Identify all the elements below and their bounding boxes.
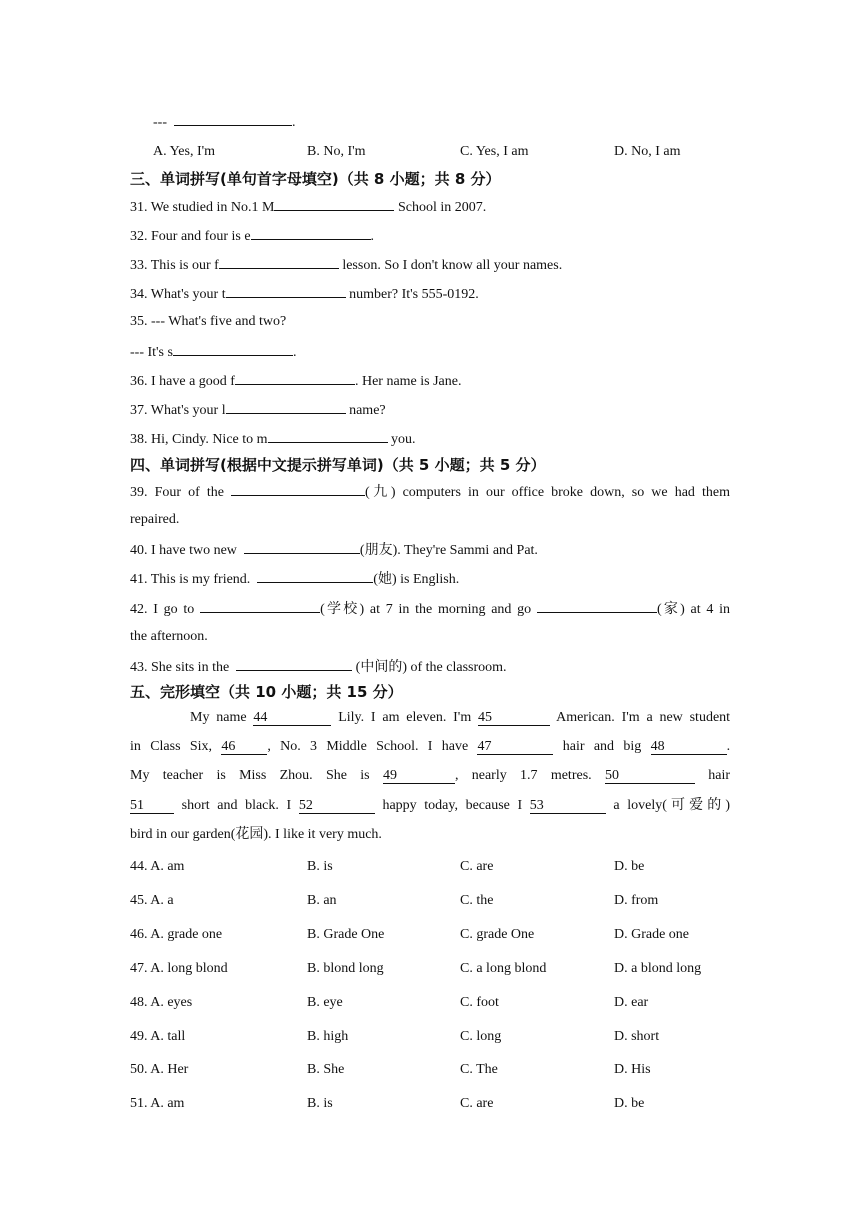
section-3-title: 三、单词拼写(单句首字母填空)（共 8 小题；共 8 分）	[130, 170, 501, 188]
blank-50[interactable]: 50	[605, 769, 695, 784]
question-41: 41. This is my friend. (她) is English.	[130, 569, 459, 589]
q45-option-d: D. from	[614, 893, 659, 908]
q30-answer-line: --- .	[153, 112, 296, 132]
q44-option-a: 44. A. am	[130, 859, 185, 874]
blank-47[interactable]: 47	[477, 740, 553, 755]
q49-option-d: D. short	[614, 1029, 660, 1044]
q48-option-b: B. eye	[307, 995, 343, 1010]
blank-45[interactable]: 45	[478, 711, 550, 726]
q44-option-b: B. is	[307, 859, 333, 874]
q50-option-b: B. She	[307, 1062, 345, 1077]
q47-option-b: B. blond long	[307, 961, 384, 976]
q46-option-c: C. grade One	[460, 927, 535, 942]
passage-line-1: My name 44 Lily. I am eleven. I'm 45 American. I'm a new student	[190, 710, 731, 725]
q48-option-d: D. ear	[614, 995, 649, 1010]
answer-blank[interactable]	[200, 599, 320, 613]
question-43: 43. She sits in the (中间的) of the classroom.	[130, 657, 507, 677]
answer-blank[interactable]	[231, 482, 365, 496]
q46-option-d: D. Grade one	[614, 927, 690, 942]
answer-blank[interactable]	[219, 255, 339, 269]
passage-line-2: in Class Six, 46 , No. 3 Middle School. I have 47 hair and big 48 .	[130, 739, 731, 754]
option-d: D. No, I am	[614, 144, 681, 159]
q51-option-b: B. is	[307, 1096, 333, 1111]
blank-53[interactable]: 53	[530, 799, 606, 814]
question-42-cont: the afternoon.	[130, 629, 208, 644]
answer-blank[interactable]	[236, 657, 352, 671]
option-b: B. No, I'm	[307, 144, 366, 159]
q51-option-a: 51. A. am	[130, 1096, 185, 1111]
question-42: 42. I go to (学校) at 7 in the morning and go (家) at 4 in	[130, 599, 730, 619]
answer-blank[interactable]	[257, 569, 373, 583]
answer-blank[interactable]	[173, 342, 293, 356]
option-a: A. Yes, I'm	[153, 144, 216, 159]
blank-51[interactable]: 51	[130, 799, 174, 814]
answer-blank[interactable]	[244, 540, 360, 554]
answer-blank[interactable]	[537, 599, 657, 613]
q47-option-a: 47. A. long blond	[130, 961, 228, 976]
q48-option-a: 48. A. eyes	[130, 995, 193, 1010]
question-39: 39. Four of the (九) computers in our office broke down, so we had them	[130, 482, 730, 502]
q51-option-c: C. are	[460, 1096, 494, 1111]
question-31: 31. We studied in No.1 M School in 2007.	[130, 197, 486, 217]
question-36: 36. I have a good f . Her name is Jane.	[130, 371, 462, 391]
answer-blank[interactable]	[226, 400, 346, 414]
answer-blank[interactable]	[174, 112, 292, 126]
q48-option-c: C. foot	[460, 995, 499, 1010]
blank-52[interactable]: 52	[299, 799, 375, 814]
question-32: 32. Four and four is e .	[130, 226, 374, 246]
q45-option-a: 45. A. a	[130, 893, 174, 908]
section-5-title: 五、完形填空（共 10 小题；共 15 分）	[130, 683, 403, 701]
question-35-answer: --- It's s .	[130, 342, 296, 362]
question-37: 37. What's your l name?	[130, 400, 386, 420]
blank-44[interactable]: 44	[253, 711, 331, 726]
answer-blank[interactable]	[274, 197, 394, 211]
question-40: 40. I have two new (朋友). They're Sammi and Pat.	[130, 540, 538, 560]
q50-option-c: C. The	[460, 1062, 498, 1077]
answer-blank[interactable]	[268, 429, 388, 443]
q49-option-a: 49. A. tall	[130, 1029, 186, 1044]
answer-blank[interactable]	[251, 226, 371, 240]
answer-blank[interactable]	[226, 284, 346, 298]
passage-line-4: 51 short and black. I 52 happy today, because I 53 a lovely(可爱的)	[130, 798, 731, 813]
question-35: 35. --- What's five and two?	[130, 314, 287, 329]
question-33: 33. This is our f lesson. So I don't know all your names.	[130, 255, 562, 275]
blank-49[interactable]: 49	[383, 769, 455, 784]
q44-option-d: D. be	[614, 859, 645, 874]
q51-option-d: D. be	[614, 1096, 645, 1111]
section-4-title: 四、单词拼写(根据中文提示拼写单词)（共 5 小题；共 5 分）	[130, 456, 546, 474]
question-34: 34. What's your t number? It's 555-0192.	[130, 284, 479, 304]
q49-option-b: B. high	[307, 1029, 349, 1044]
passage-line-3: My teacher is Miss Zhou. She is 49 , nearly 1.7 metres. 50 hair	[130, 768, 731, 783]
q47-option-d: D. a blond long	[614, 961, 702, 976]
q45-option-b: B. an	[307, 893, 337, 908]
q47-option-c: C. a long blond	[460, 961, 547, 976]
blank-48[interactable]: 48	[651, 740, 727, 755]
q46-option-b: B. Grade One	[307, 927, 385, 942]
passage-line-5: bird in our garden(花园). I like it very much.	[130, 827, 382, 842]
blank-46[interactable]: 46	[221, 740, 267, 755]
q44-option-c: C. are	[460, 859, 494, 874]
question-38: 38. Hi, Cindy. Nice to m you.	[130, 429, 416, 449]
answer-blank[interactable]	[235, 371, 355, 385]
q45-option-c: C. the	[460, 893, 494, 908]
q49-option-c: C. long	[460, 1029, 502, 1044]
option-c: C. Yes, I am	[460, 144, 529, 159]
q50-option-a: 50. A. Her	[130, 1062, 189, 1077]
question-39-cont: repaired.	[130, 512, 180, 527]
q50-option-d: D. His	[614, 1062, 651, 1077]
dash-prefix: ---	[153, 115, 167, 130]
q46-option-a: 46. A. grade one	[130, 927, 223, 942]
